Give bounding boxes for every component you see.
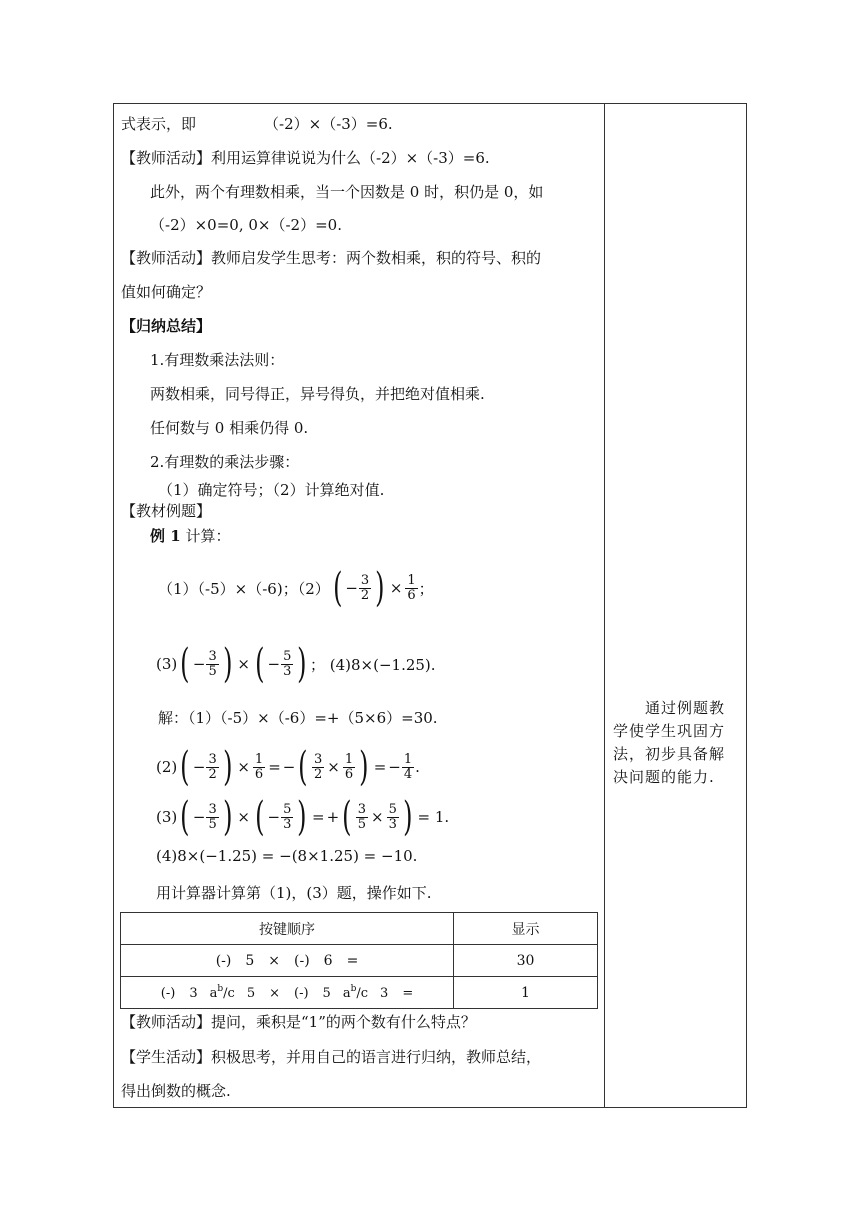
section-heading-summary: 【归纳总结】 xyxy=(121,317,212,335)
display-value-1: 30 xyxy=(454,945,598,977)
teacher-activity-3: 【教师活动】提问，乘积是“1”的两个数有什么特点？ xyxy=(121,1013,476,1031)
solution-3: (3) ( − $\frac{3}{5}$ ) × ( − $\frac{5}{3}$ ) = + ( $\frac{3}{5}$ × $\frac{5}{3}$ ) = 1. xyxy=(156,794,450,840)
problem-1-2: （1）（-5）×（-6)；（2） ( − $\frac{3}{2}$ ) × $\frac{1}{6}$ ； xyxy=(158,565,434,611)
key-sequence-2: (-) 3 $a^b/c$ 5 × (-) 5 $a^b/c$ 3 = xyxy=(121,977,454,1009)
table-row xyxy=(121,945,598,977)
table-row xyxy=(121,977,598,1009)
key-sequence-1: (-) 5 × (-) 6 = xyxy=(121,945,454,977)
text-line: 得出倒数的概念. xyxy=(121,1082,231,1100)
teacher-activity-1: 【教师活动】利用运算律说说为什么（-2）×（-3）=6. xyxy=(121,149,490,167)
solution-2: (2) ( − $\frac{3}{2}$ ) × $\frac{1}{6}$ = − ( $\frac{3}{2}$ × $\frac{1}{6}$ ) = − $\frac{1}{4}$ . xyxy=(156,744,420,790)
section-heading-example: 【教材例题】 xyxy=(121,502,212,520)
example-title: 例 1 计算： xyxy=(150,527,231,545)
text-line: 值如何确定？ xyxy=(121,283,212,301)
steps-text: （1）确定符号；（2）计算绝对值. xyxy=(158,481,385,499)
header-key-sequence: 按键顺序 xyxy=(121,913,454,945)
header-display: 显示 xyxy=(454,913,598,945)
rule-text: 两数相乘，同号得正，异号得负，并把绝对值相乘. xyxy=(150,385,485,403)
student-activity: 【学生活动】积极思考，并用自己的语言进行归纳，教师总结， xyxy=(121,1048,542,1066)
column-divider xyxy=(604,103,605,1108)
display-value-2: 1 xyxy=(454,977,598,1009)
fraction: $\frac{3}{2}$ xyxy=(360,572,370,603)
design-intent-note: 通过例题教 学使学生巩固方 法，初步具备解 决问题的能力. xyxy=(613,699,726,786)
calculator-intro: 用计算器计算第（1)，(3）题，操作如下. xyxy=(156,884,432,902)
teacher-activity-2: 【教师活动】教师启发学生思考：两个数相乘，积的符号、积的 xyxy=(121,249,542,267)
solution-1: 解：（1）（-5）×（-6）=+（5×6）=30. xyxy=(158,709,438,727)
rule-heading: 1.有理数乘法法则： xyxy=(150,351,285,369)
solution-4: (4)8×(−1.25) = −(8×1.25) = −10. xyxy=(156,847,418,865)
steps-heading: 2.有理数的乘法步骤： xyxy=(150,453,300,471)
problem-3-4: (3) ( − $\frac{3}{5}$ ) × ( − $\frac{5}{3}$ ) ； (4)8×(−1.25). xyxy=(156,641,436,687)
text-line: 此外，两个有理数相乘，当一个因数是 0 时，积仍是 0，如 xyxy=(150,183,544,201)
calculator-key-table xyxy=(120,912,598,1009)
table-row xyxy=(121,913,598,945)
fraction: $\frac{1}{6}$ xyxy=(407,572,416,603)
rule-text: 任何数与 0 相乘仍得 0. xyxy=(150,419,309,437)
text-line: （-2）×0=0, 0×（-2）=0. xyxy=(150,216,342,234)
text-line: 式表示，即 （-2）×（-3）=6. xyxy=(121,115,393,133)
